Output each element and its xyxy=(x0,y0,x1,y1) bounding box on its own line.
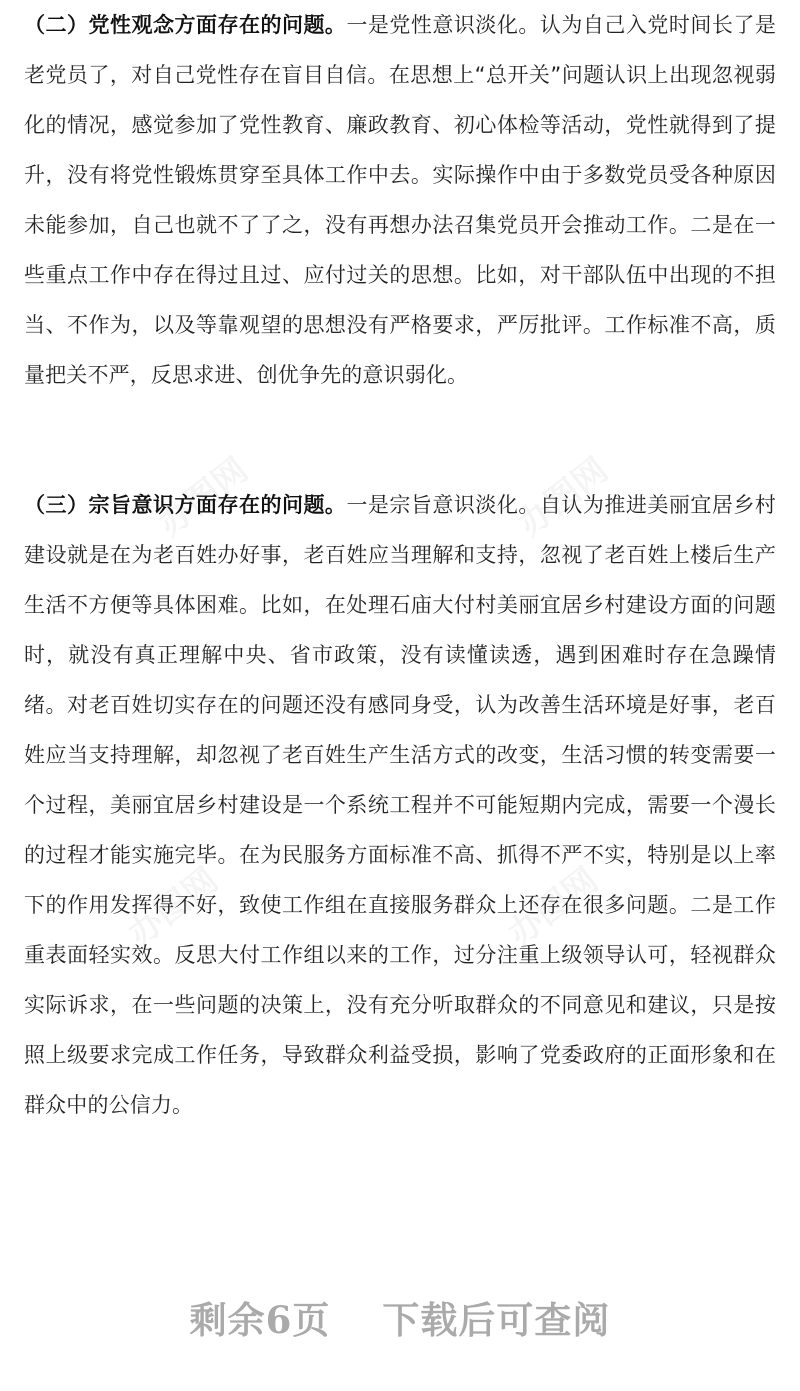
section-two-heading: （二）党性观念方面存在的问题。 xyxy=(24,13,347,37)
section-two-body: 一是党性意识淡化。认为自己入党时间长了是老党员了，对自己党性存在盲目自信。在思想上“总开关”问题认识上出现忽视弱化的情况，感觉参加了党性教育、廉政教育、初心体检等活动，党性就得到了提升，没有将党性锻炼贯穿至具体工作中去。实际操作中由于多数党员受各种原因未能参加，自己也就不了了之，没有再想办法召集党员开会推动工作。二是在一些重点工作中存在得过且过、应付过关的思想。比如，对干部队伍中出现的不担当、不作为，以及等靠观望的思想没有严格要求，严厉批评。工作标准不高，质量把关不严，反思求进、创优争先的意识弱化。 xyxy=(24,13,777,387)
paragraph-section-two xyxy=(24,0,776,400)
section-three-body: 一是宗旨意识淡化。自认为推进美丽宜居乡村建设就是在为老百姓办好事，老百姓应当理解和支持，忽视了老百姓上楼后生产生活不方便等具体困难。比如，在处理石庙大付村美丽宜居乡村建设方面的问题时，就没有真正理解中央、省市政策，没有读懂读透，遇到困难时存在急躁情绪。对老百姓切实存在的问题还没有感同身受，认为改善生活环境是好事，老百姓应当支持理解，却忽视了老百姓生产生活方式的改变，生活习惯的转变需要一个过程，美丽宜居乡村建设是一个系统工程并不可能短期内完成，需要一个漫长的过程才能实施完毕。在为民服务方面标准不高、抓得不严不实，特别是以上率下的作用发挥得不好，致使工作组在直接服务群众上还存在很多问题。二是工作重表面轻实效。反思大付工作组以来的工作，过分注重上级领导认可，轻视群众实际诉求，在一些问题的决策上，没有充分听取群众的不同意见和建议，只是按照上级要求完成工作任务，导致群众利益受损，影响了党委政府的正面形象和在群众中的公信力。 xyxy=(24,493,777,1117)
download-hint-label: 下载后可查阅 xyxy=(382,1298,611,1342)
remaining-pages-label: 剩余6页 xyxy=(189,1298,331,1342)
section-three-heading: （三）宗旨意识方面存在的问题。 xyxy=(24,493,347,517)
download-prompt[interactable] xyxy=(0,1290,800,1344)
paragraph-section-three xyxy=(24,480,776,1130)
